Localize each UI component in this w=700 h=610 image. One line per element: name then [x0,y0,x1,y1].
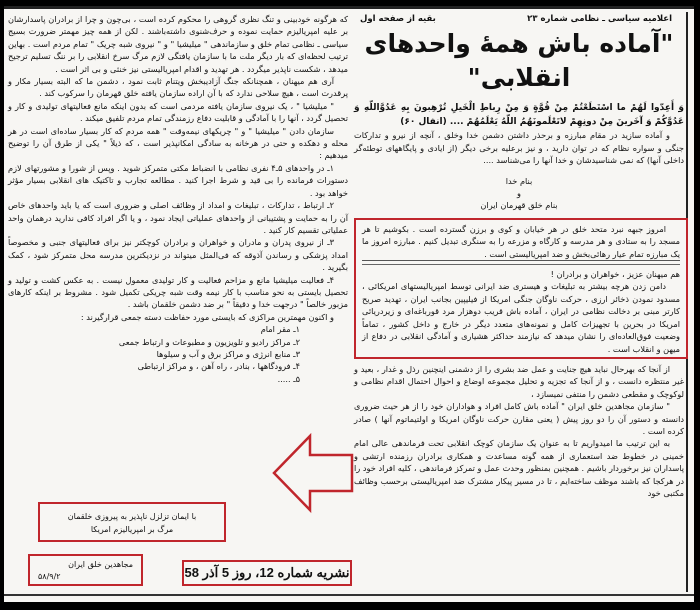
numbered-item-3: ۳ـ از نیروی پدران و مادران و خواهران و برادران کوچکتر نیز برای فعالیتهای جنبی و مخصوصاً امداد پزشکی و رساندن آذوقه که فی‌المثل میتواند در نزدیکترین مدرسه محل متمرکز شود ، کمک بگیرید . [8,237,348,273]
paragraph-4: " سازمان مجاهدین خلق ایران " آماده باش کامل افراد و هواداران خود را از هر حیث ضروری دانسته و دستور آن را دو روز پیش ( یعنی مقارن حرکت ناوگان امریکا و اولتیماتوم آنها ) صادر کرده است . [354,401,684,436]
slogan-line-2: مرگ بر امپریالیزم امریکا [90,525,174,534]
bottom-rule [4,594,694,596]
article-title: "آماده باش همهٔ واحدهای انقلابی" [364,29,674,93]
verse-translation: و آماده سازید در مقام مبارزه و برحذر داشتن دشمن خدا وخلق ، آنچه از نیرو و تدارکات جنگی و سواره نظام که در توان دارید ، و نیز برعلیه برخی دیگر (از ایادی و پایگاههای توطئه‌گر داخلی آنها) که نمی شناسیدشان و خدا آنها را می‌شناسد .... [354,130,684,166]
left-paragraph-4: سازمان دادن " میلیشیا " و " چریکهای نیمه‌وقت " همه مردم که کار بسیار ساده‌ای است در هر محله و دهکده و حتی در هرخانه به سادگی امکانپذیر است ، که ذیلاً " یکی از طرق آن را توضیح میدهیم : [8,125,348,161]
boxed-greeting: هم میهنان عزیز ، خواهران و برادران ! [550,269,680,280]
highlighted-box [354,218,688,359]
left-paragraph-2: آری هم میهنان ، همچنانکه جنگ آزادیبخش ویتنام ثابت نمود ، دشمن ما که البته بسیار مکار و پرقدرت است ، هیچ سلاحی ندارد که با آن اراده سازمان یافته خلق قهرمان را سرکوب کند . [8,76,348,99]
list-item: ۵ـ ..... [277,373,300,384]
numbered-item-4: ۴ـ فعالیت میلیشیا مانع و مزاحم فعالیت و کار تولیدی معمول نیست . به عکس کشت و تولید و تحصیل بایستی به نحو مناسب با کار نیمه وقت شبه چریکی تکمیل شود . مشروط بر اینکه کارهای مزبور خالصاً " درجهت خدا و دقیقاً " بر ضد دشمن خلقمان باشد . [8,274,348,310]
boxed-paragraph-1: امروز جبهه نبرد متحد خلق در هر خیابان و کوی و برزن گسترده است . بکوشیم تا هر مسجد را به ستادی و هر مدرسه و کارگاه و مزرعه را به سنگری تبدیل کنیم . مبارزه امروز ما یک مبارزه تمام عیار رهائی‌بخش و ضد امپریالیستی است . [362,223,680,261]
issue-label: نشریه شماره 12، روز 5 آذر 58 [182,560,352,586]
numbered-item-1: ۱ـ در واحدهای ۵ـ۴ نفری نظامی با انضباط مکتی متمرکز شوید . وپس از شورا و مشورتهای لازم دستورات فرمانده را بی قید و شرط اجرا کنید . مطالعه تجارب و تاکتیک های انقلابی بسیار مؤثر خواهد بود . [8,162,348,198]
quran-verse: وَ أَعِدّوا لَهُمْ ما اسْتَطَعْتُمْ مِنْ قُوَّةٍ وَ مِنْ رِباطِ الْخَیلِ تُرْهِبونَ بِهِ عَدُوَّاللّهِ وَ عَدُوَّكُمْ وَ آخَرینَ مِنْ دونِهِمْ لاتَعْلَمونَهُمُ اللّهُ یَعْلَمُهُمْ .... (انفال ۶۰) [354,103,684,128]
left-column [8,13,348,385]
right-column [354,13,684,499]
article-header [354,13,684,25]
slogan-box [38,502,226,542]
invocation-people: بنام خلق قهرمان ایران [480,200,558,211]
section-label: اعلامیه سیاسی ـ نظامی شماره ۲۳ [527,14,672,24]
top-rule [4,6,694,9]
signature-org: مجاهدین خلق ایران [68,560,133,569]
invocation-god: بنام خدا [505,175,533,186]
list-item: ۳ـ منابع انرژی و مراکز برق و آب و سیلوها [156,348,300,359]
numbered-item-2: ۲ـ ارتباط ، تدارکات ، تبلیغات و امداد از وظائف اصلی و ضروری است که یا باید واحدهای خاص آن را به حمایت و پشتیبانی از واحدهای عملیاتی ایجاد نمود ، و یا اگر افراد کافی ندارید درهمان واحد عملیاتی تقسیم کار کنید . [8,200,348,235]
list-item: ۱ـ مقر امام [260,324,300,335]
left-paragraph-1: که هرگونه خودبینی و تنگ نظری گروهی را محکوم کرده است ، بی‌چون و چرا از برادران پاسدارشان بر علیه امپریالیزم حمایت نموده و حرف‌شنوی داشته‌باشند . لکن از همه چیز مهمتر ضرورت بسیج سیاسی ـ نظامی تمام خلق و سازماندهی " میلیشیا " و " نیروی شبه چریک " تمام مردم است . بهاین ترتیب لحظه‌ای که بار دیگر ملت ما با سازمان یافتگی لازم مرگ سرخ انقلابی را بر ننگ تسلیم ترجیح میدهد ، شکست ناپذیر میگردد . هر تهدید و اقدام امپریالیستی نیز خنثی و بی اثر است . [8,14,348,74]
box-divider [362,264,680,265]
list-item: ۲ـ مراکز رادیو و تلویزیون و مطبوعات و ارتباط جمعی [118,336,300,347]
left-paragraph-3: " میلیشیا " ، یک نیروی سازمان یافته مردمی است که بدون اینکه مانع فعالیتهای تولیدی و کار و تحصیل گردد ، آنها را با آمادگی و قابلیت دفاع رزمندگی تمام مردم تلفیق میکند . [8,100,348,124]
continued-label: بقیه از صفحه اول [360,14,436,24]
signature-box [28,554,143,586]
invocation-and: و [517,188,521,199]
boxed-paragraph-2: دامن زدن هرچه بیشتر به تبلیغات و هیستری ضد ایرانی توسط امپریالیستهای امریکائی ، مسدود نمودن ذخائر ارزی ، حرکت ناوگان جنگی امریکا از فیلیپین بجانب ایران ، تهدید صریح کارتر مبنی بر دخالت نظامی در ایران ، آماده باش قریب دوهزار مرد قورباغه‌ای و زیردریائی امریکا در بحرین با تجهیزات کامل و نمونه‌های متعدد دیگر در خارج و داخل کشور ، تماماً وضعیت فوق‌العاده‌ای را نشان میدهد که نیازمند حداکثر هشیاری و آمادگی انقلابی در دفاع از میهن و انقلاب است . [362,281,680,354]
protected-places-list [8,323,348,385]
slogan-line-1: با ایمان تزلزل ناپذیر به پیروزی خلقمان [67,512,197,521]
list-intro: و اکنون مهمترین مراکزی که بایستی مورد حفاظت دسته جمعی قرارگیرند : [80,311,334,322]
left-arrow-icon [270,430,356,516]
paragraph-5: به این ترتیب ما امیدواریم تا به عنوان یک سازمان کوچک انقلابی تحت فرماندهی عالی امام خمینی در خطوط ضد استعماری از همه گونه مساعدت و همکاری برادران رزمنده ارتشی و پاسداران نیز برخوردار باشیم . همچنین بمنظور وحدت عمل و تمرکز فرماندهی ، کلیه افراد خود را در هرکجا که باشند موظف ساخته‌ایم ، تا در مسیر پیکار مشترک ضد امپریالیستی برحسب وظائف مکتبی خود [354,438,684,498]
signature-date: ۵۸/۹/۲ [38,572,61,581]
paragraph-3: از آنجا که بهرحال نباید هیچ جنایت و عمل ضد بشری را از دشمنی اینچنین رذل و غدار ، بعید و غیر منتظره دانست ، و از آنجا که تجزیه و تحلیل مجموعه اوضاع و احوال احتمال اقدام نظامی و لوکوچک و مقطعی دشمن را منتفی نمیسازد ، [354,363,684,399]
list-item: ۴ـ فرودگاهها ، بنادر ، راه آهن ، و مراکز ارتباطی [137,361,300,372]
